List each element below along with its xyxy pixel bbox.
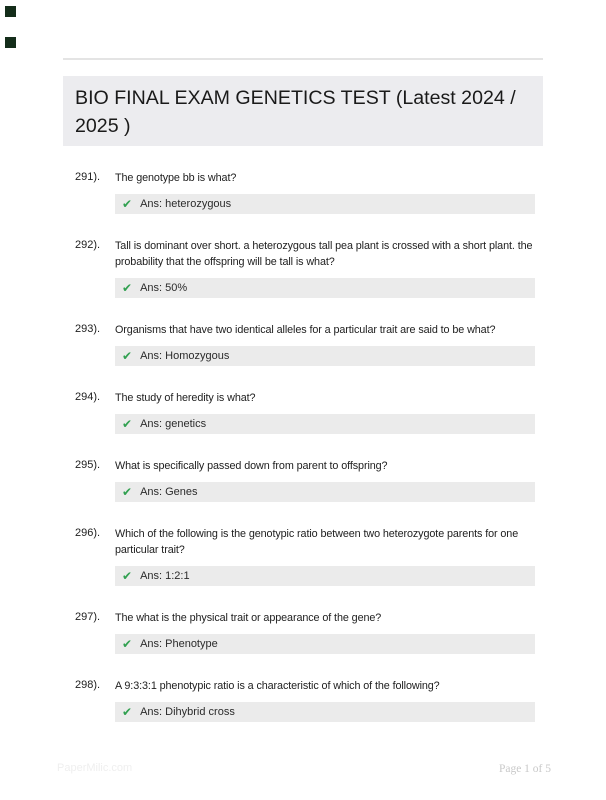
question-number: 292). bbox=[75, 239, 101, 251]
question-item bbox=[75, 238, 535, 298]
question-text: The study of heredity is what? bbox=[115, 392, 256, 404]
answer-bar bbox=[115, 278, 535, 298]
question-item bbox=[75, 678, 535, 722]
answer-text: Ans: Dihybrid cross bbox=[140, 706, 235, 718]
question-item bbox=[75, 610, 535, 654]
question-item bbox=[75, 458, 535, 502]
answer-bar bbox=[115, 566, 535, 586]
question-text: Organisms that have two identical alleles for a particular trait are said to be what? bbox=[115, 324, 496, 336]
question-number: 297). bbox=[75, 611, 101, 623]
question-number: 294). bbox=[75, 391, 101, 403]
answer-text: Ans: Homozygous bbox=[140, 350, 230, 362]
check-icon: ✔ bbox=[122, 197, 133, 211]
answer-text: Ans: genetics bbox=[140, 418, 207, 430]
check-icon: ✔ bbox=[122, 705, 133, 719]
page-title: BIO FINAL EXAM GENETICS TEST (Latest 2024 / 2025 ) bbox=[75, 87, 516, 137]
question-text: Which of the following is the genotypic ratio between two heterozygote parents for one particular trait? bbox=[115, 528, 519, 556]
top-divider bbox=[63, 58, 543, 60]
question-item bbox=[75, 390, 535, 434]
question-item bbox=[75, 526, 535, 586]
check-icon: ✔ bbox=[122, 281, 133, 295]
check-icon: ✔ bbox=[122, 417, 133, 431]
answer-text: Ans: Genes bbox=[140, 486, 198, 498]
answer-text: Ans: Phenotype bbox=[140, 638, 218, 650]
answer-bar bbox=[115, 482, 535, 502]
footer-watermark: PaperMilic.com bbox=[57, 762, 133, 774]
question-number: 293). bbox=[75, 323, 101, 335]
check-icon: ✔ bbox=[122, 637, 133, 651]
corner-marker-icon bbox=[5, 37, 16, 48]
answer-text: Ans: 50% bbox=[140, 282, 188, 294]
question-item bbox=[75, 170, 535, 214]
document-header bbox=[63, 76, 543, 146]
check-icon: ✔ bbox=[122, 349, 133, 363]
answer-bar bbox=[115, 346, 535, 366]
question-number: 296). bbox=[75, 527, 101, 539]
answer-bar bbox=[115, 634, 535, 654]
question-number: 298). bbox=[75, 679, 101, 691]
answer-bar bbox=[115, 194, 535, 214]
answer-text: Ans: heterozygous bbox=[140, 198, 232, 210]
check-icon: ✔ bbox=[122, 569, 133, 583]
question-text: The what is the physical trait or appearance of the gene? bbox=[115, 612, 382, 624]
question-text: A 9:3:3:1 phenotypic ratio is a characteristic of which of the following? bbox=[115, 680, 440, 692]
answer-text: Ans: 1:2:1 bbox=[140, 570, 190, 582]
question-list bbox=[0, 146, 606, 722]
page-number-label: Page 1 of 5 bbox=[498, 763, 551, 775]
answer-bar bbox=[115, 702, 535, 722]
check-icon: ✔ bbox=[122, 485, 133, 499]
question-text: Tall is dominant over short. a heterozygous tall pea plant is crossed with a short plant. the probability that the offspring will be tall is what? bbox=[115, 240, 533, 268]
question-text: What is specifically passed down from parent to offspring? bbox=[115, 460, 388, 472]
corner-marker-icon bbox=[5, 6, 16, 17]
question-text: The genotype bb is what? bbox=[115, 172, 237, 184]
answer-bar bbox=[115, 414, 535, 434]
question-item bbox=[75, 322, 535, 366]
question-number: 295). bbox=[75, 459, 101, 471]
question-number: 291). bbox=[75, 171, 101, 183]
